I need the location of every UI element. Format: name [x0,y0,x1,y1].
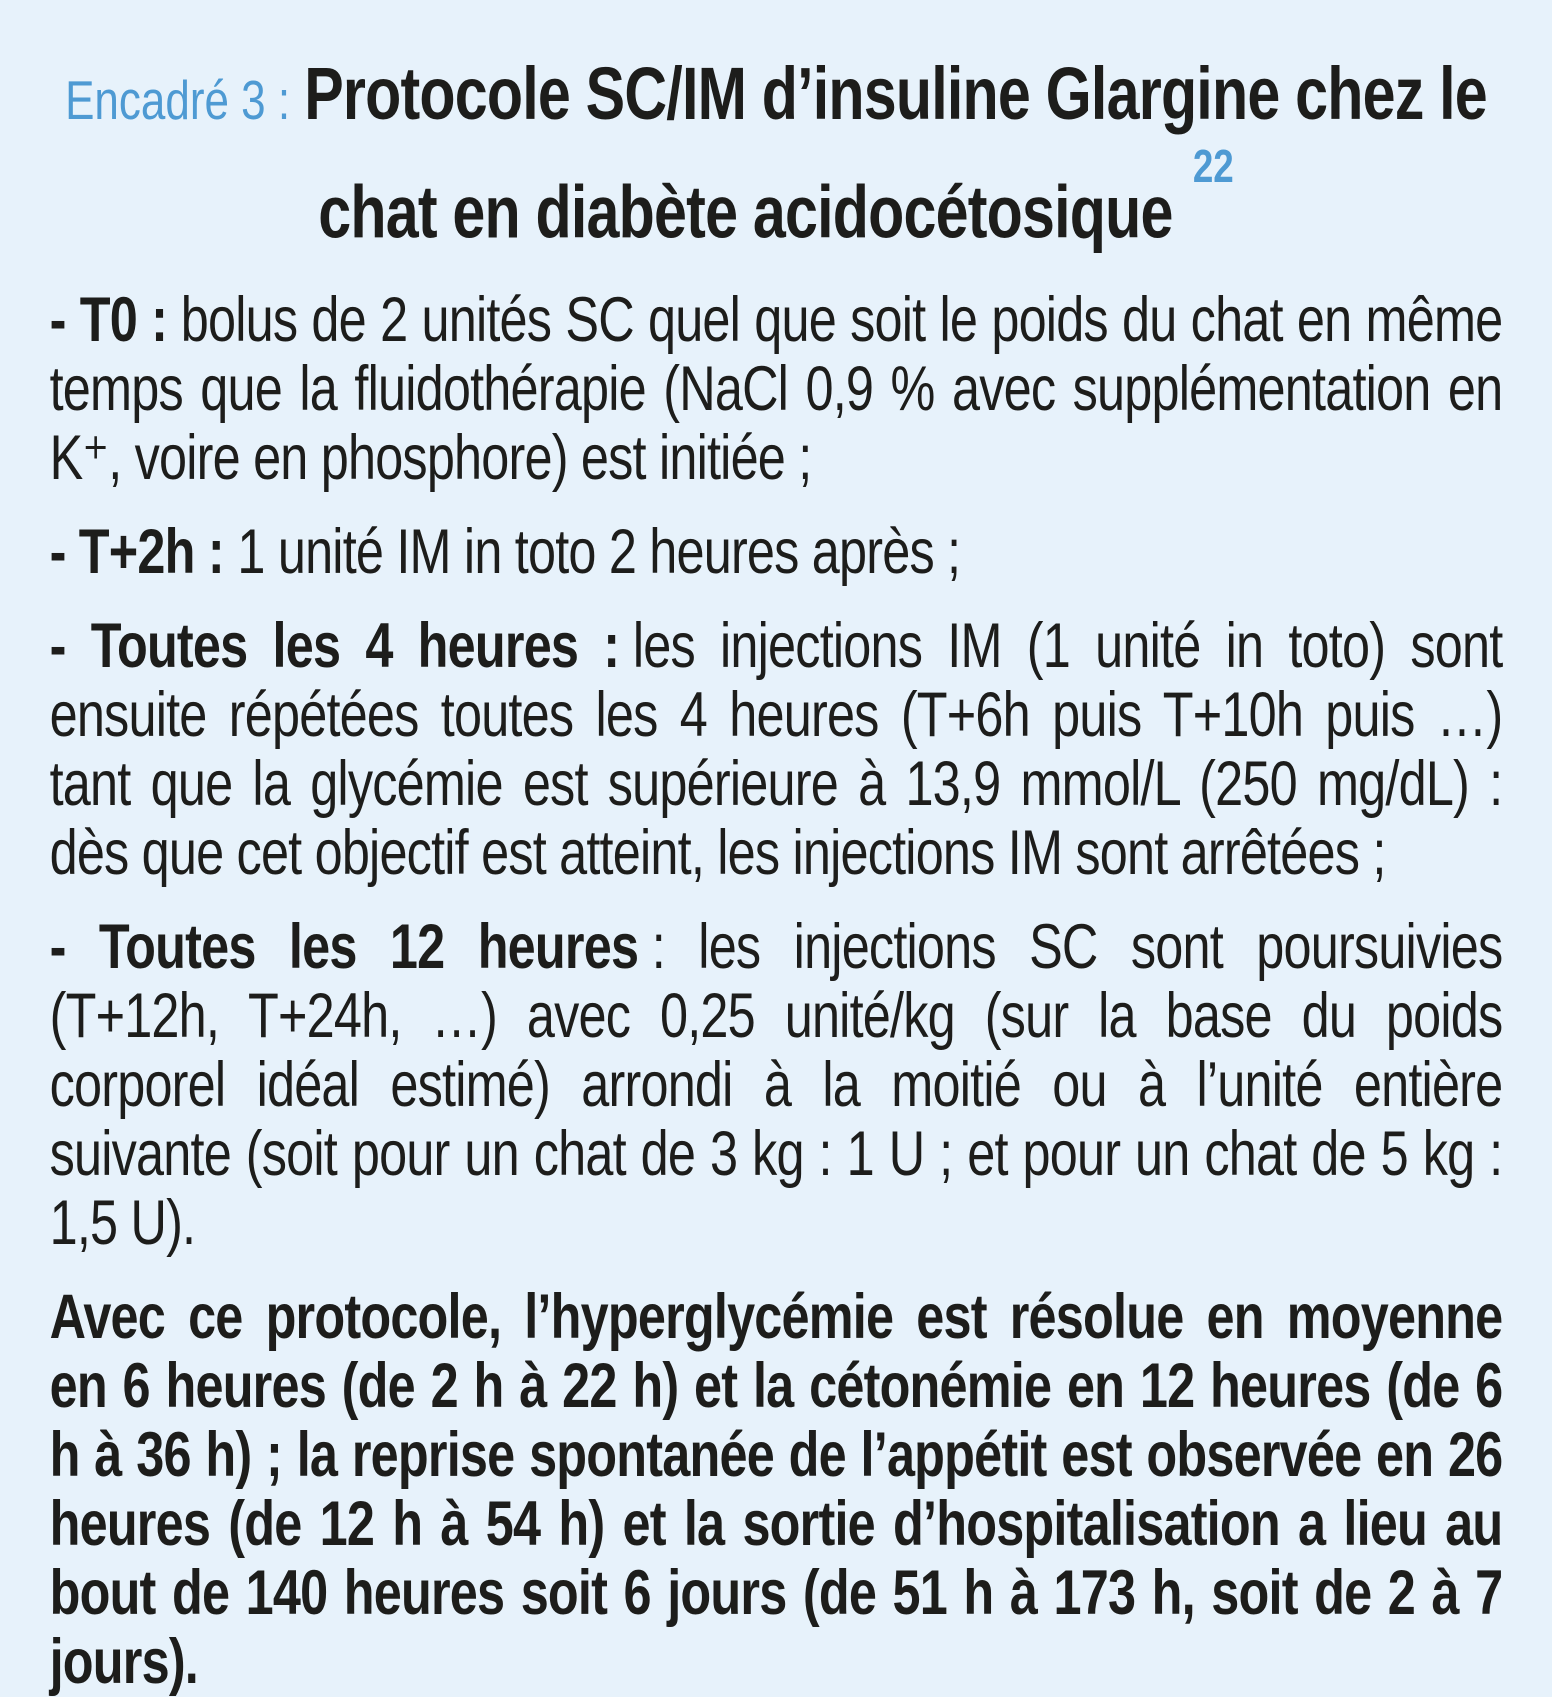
protocol-item-every-12h-text: : les injections SC sont poursuivies (T+12h, T+24h, …) avec 0,25 unité/kg (sur la base du poids corporel idéal estimé) arrondi à la moitié ou à l’unité entière suivante (soit pour un chat de 3 kg : 1 U ; et pour un chat de 5 kg : 1,5 U). [49,911,1503,1258]
protocol-item-every-12h [50,913,1503,1258]
protocol-item-every-4h-text: les injections IM (1 unité in toto) sont ensuite répétées toutes les 4 heures (T+6h puis T+10h puis …) tant que la glycémie est supérieure à 13,9 mmol/L (250 mg/dL) : dès que cet objectif est atteint, les injections IM sont arrêtées ; [49,610,1503,888]
protocol-item-t2h-text: 1 unité IM in toto 2 heures après ; [237,516,961,587]
footnote-reference: 22 [1192,140,1234,192]
box-title-line1: Protocole SC/IM d’insuline Glargine chez le [304,52,1487,135]
protocol-item-every-4h [50,612,1503,888]
protocol-item-t0 [50,286,1503,493]
box-label: Encadré 3 : [65,69,291,131]
protocol-item-t2h [50,518,1503,587]
protocol-item-every-4h-lead: - Toutes les 4 heures : [49,610,620,681]
box-title [50,46,1503,261]
protocol-item-t0-lead: - T0 : [49,284,168,355]
summary-paragraph: Avec ce protocole, l’hyperglycémie est résolue en moyenne en 6 heures (de 2 h à 22 h) et la cétonémie en 12 heures (de 6 h à 36 h) ; la reprise spontanée de l’appétit est observée en 26 heures (de 12 h à 54 h) et la sortie d’hospitalisation a lieu au bout de 140 heures soit 6 jours (de 51 h à 173 h, soit de 2 à 7 jours). [49,1281,1503,1697]
protocol-item-t0-text: bolus de 2 unités SC quel que soit le poids du chat en même temps que la fluidothérapie (NaCl 0,9 % avec supplémentation en K⁺, voire en phosphore) est initiée ; [49,284,1503,493]
box-title-line2: chat en diabète acidocétosique [318,170,1173,254]
protocol-item-t2h-lead: - T+2h : [49,516,224,587]
protocol-item-every-12h-lead: - Toutes les 12 heures [49,911,639,982]
